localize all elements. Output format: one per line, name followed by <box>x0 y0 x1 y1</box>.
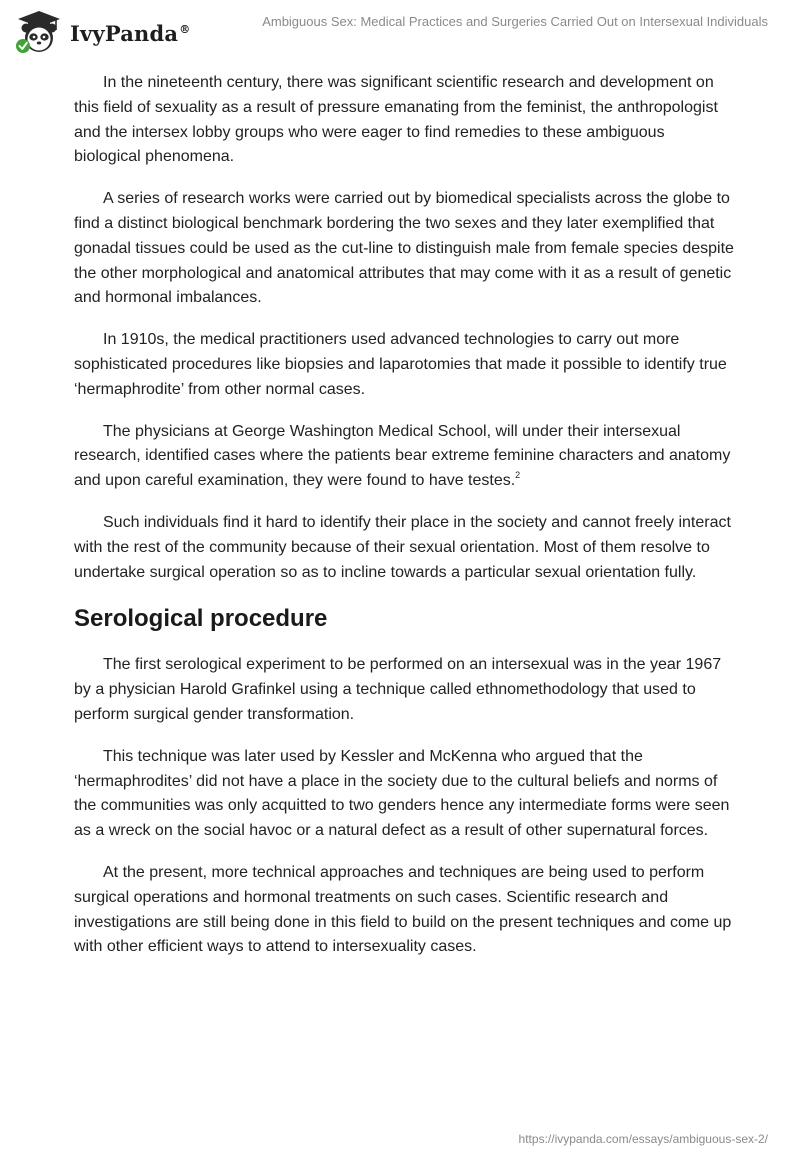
paragraph-text: The physicians at George Washington Medical School, will under their intersexual research, identified cases where the patients bear extreme feminine characters and anatomy and upon careful examination, they were found to have testes. <box>74 422 731 490</box>
paragraph: A series of research works were carried out by biomedical specialists across the globe to find a distinct biological benchmark bordering the two sexes and they later exemplified that gonadal tissues could be used as the cut-line to distinguish male from female species despite the other morphological and anatomical attributes that may come with it as a result of genetic and hormonal imbalances. <box>74 190 734 307</box>
paragraph: Such individuals find it hard to identify their place in the society and cannot freely interact with the rest of the community because of their sexual orientation. Most of them resolve to undertake surgical operation so as to incline towards a particular sexual orientation fully. <box>74 513 731 581</box>
paragraph <box>74 420 734 494</box>
paragraph: In the nineteenth century, there was significant scientific research and development on this field of sexuality as a result of pressure emanating from the feminist, the anthropologist and the intersex lobby groups who were eager to find remedies to these ambiguous biological phenomena. <box>74 74 718 166</box>
brand-name: IvyPanda® <box>70 20 191 46</box>
registered-mark: ® <box>179 22 191 36</box>
paragraph: At the present, more technical approaches and techniques are being used to perform surgical operations and hormonal treatments on such cases. Scientific research and investigations are still being done in this field to build on the present techniques and come up with other efficient ways to attend to intersexuality cases. <box>74 863 732 956</box>
brand-logo[interactable] <box>14 9 190 55</box>
paragraph: The first serological experiment to be performed on an intersexual was in the year 1967 by a physician Harold Grafinkel using a technique called ethnomethodology that used to perform surgical gender transformation. <box>74 656 722 723</box>
paragraph: This technique was later used by Kessler and McKenna who argued that the ‘hermaphrodites’ did not have a place in the society due to the cultural beliefs and norms of the communities was only acquitted to two genders hence any intermediate forms were seen as a wreck on the social havoc or a natural defect as a result of other supernatural forces. <box>74 747 730 840</box>
section-heading: Serological procedure <box>74 605 328 633</box>
paragraph: In 1910s, the medical practitioners used advanced technologies to carry out more sophisticated procedures like biopsies and laparotomies that made it possible to identify true ‘hermaphrodite’ from other normal cases. <box>74 331 727 398</box>
footnote-reference[interactable]: 2 <box>515 470 521 481</box>
panda-mascot-icon <box>14 9 64 55</box>
essay-body <box>74 71 734 977</box>
document-title: Ambiguous Sex: Medical Practices and Surgeries Carried Out on Intersexual Individuals <box>262 14 768 29</box>
page-header <box>0 0 800 60</box>
source-url[interactable]: https://ivypanda.com/essays/ambiguous-sex-2/ <box>518 1132 768 1146</box>
